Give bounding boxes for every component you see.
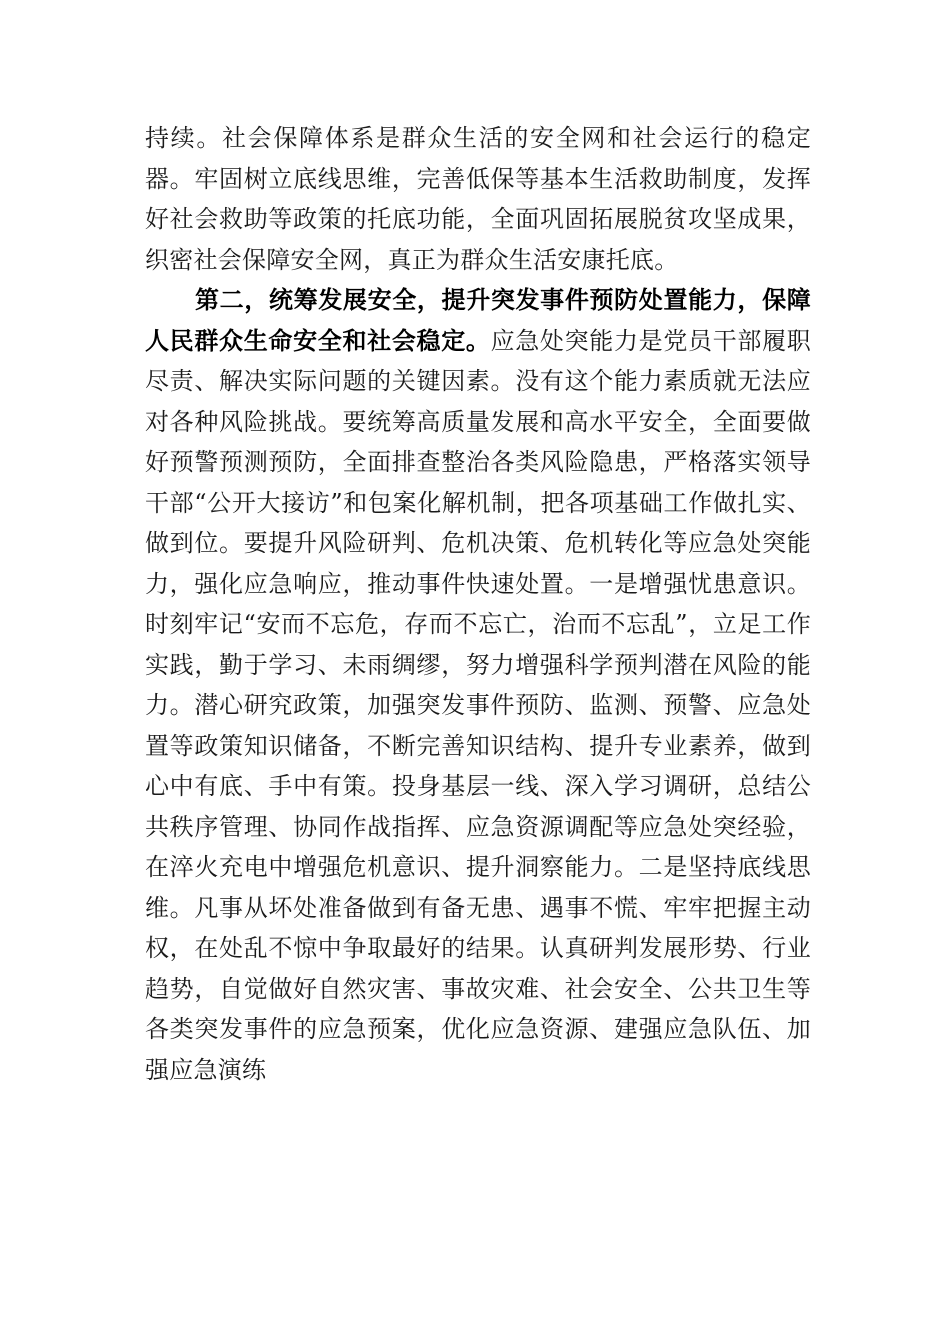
paragraph-2-heading: 第二，统筹发展安全，提升突发事件预防处置能力，保障人民群众生命安全和社会稳定。 xyxy=(145,285,811,355)
paragraph-2 xyxy=(145,280,811,1090)
paragraph-2-text: 应急处突能力是党员干部履职尽责、解决实际问题的关键因素。没有这个能力素质就无法应对各种风险挑战。要统筹高质量发展和高水平安全，全面要做好预警预测预防，全面排查整治各类风险隐患，严格落实领导干部“公开大接访”和包案化解机制，把各项基础工作做扎实、做到位。要提升风险研判、危机决策、危机转化等应急处突能力，强化应急响应，推动事件快速处置。一是增强忧患意识。时刻牢记“安而不忘危，存而不忘亡，治而不忘乱”，立足工作实践，勤于学习、未雨绸缪，努力增强科学预判潜在风险的能力。潜心研究政策，加强突发事件预防、监测、预警、应急处置等政策知识储备，不断完善知识结构、提升专业素养，做到心中有底、手中有策。投身基层一线、深入学习调研，总结公共秩序管理、协同作战指挥、应急资源调配等应急处突经验，在淬火充电中增强危机意识、提升洞察能力。二是坚持底线思维。凡事从坏处准备做到有备无患、遇事不慌、牢牢把握主动权，在处乱不惊中争取最好的结果。认真研判发展形势、行业趋势，自觉做好自然灾害、事故灾难、社会安全、公共卫生等各类突发事件的应急预案，优化应急资源、建强应急队伍、加强应急演练 xyxy=(145,326,812,1084)
document-body xyxy=(145,118,811,1090)
paragraph-1 xyxy=(145,118,811,280)
paragraph-1-text: 持续。社会保障体系是群众生活的安全网和社会运行的稳定器。牢固树立底线思维，完善低保等基本生活救助制度，发挥好社会救助等政策的托底功能，全面巩固拓展脱贫攻坚成果，织密社会保障安全网，真正为群众生活安康托底。 xyxy=(145,124,811,274)
